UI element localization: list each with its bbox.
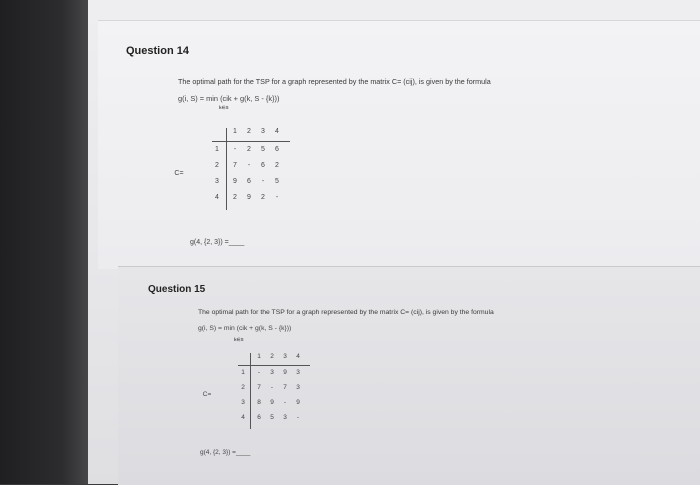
formula: g(i, S) = min (cik + g(k, S - {k})) (178, 94, 280, 103)
formula-subscript: k∈S (234, 337, 244, 342)
matrix-cell: - (296, 414, 300, 421)
matrix-cell: - (233, 146, 237, 153)
col-header: 2 (270, 353, 274, 360)
matrix-cell: 6 (257, 414, 261, 421)
answer-prompt: g(4, {2, 3}) =____ (190, 239, 245, 246)
col-header: 3 (261, 128, 265, 135)
row-header: 3 (241, 399, 245, 406)
matrix-cell: 6 (247, 178, 251, 185)
matrix-cell: 3 (296, 369, 300, 376)
matrix-cell: - (283, 399, 287, 406)
matrix-cell: 2 (261, 194, 265, 201)
matrix-cell: - (275, 194, 279, 201)
matrix-cell: - (257, 369, 261, 376)
row-header: 1 (215, 146, 219, 153)
matrix-cell: 3 (296, 384, 300, 391)
row-header: 3 (215, 178, 219, 185)
answer-prompt: g(4, {2, 3}) =____ (200, 449, 251, 456)
question-15-card (118, 266, 700, 485)
col-header: 3 (283, 353, 287, 360)
question-14-card (98, 20, 700, 269)
row-header: 4 (241, 414, 245, 421)
cost-matrix (172, 128, 292, 216)
matrix-cell: 6 (275, 146, 279, 153)
col-header: 4 (275, 128, 279, 135)
matrix-label: C= (202, 391, 212, 398)
row-header: 1 (241, 369, 245, 376)
row-header: 2 (241, 384, 245, 391)
matrix-cell: 2 (233, 194, 237, 201)
row-header: 4 (215, 194, 219, 201)
matrix-cell: 7 (233, 162, 237, 169)
question-title: Question 15 (148, 284, 206, 295)
matrix-cell: 6 (261, 162, 265, 169)
matrix-cell: 9 (233, 178, 237, 185)
matrix-cell: - (247, 162, 251, 169)
screen-bezel (0, 0, 88, 484)
row-header: 2 (215, 162, 219, 169)
matrix-cell: 9 (247, 194, 251, 201)
matrix-cell: 9 (270, 399, 274, 406)
matrix-cell: 5 (261, 146, 265, 153)
matrix-cell: 7 (257, 384, 261, 391)
question-title: Question 14 (126, 45, 189, 57)
matrix-cell: - (270, 384, 274, 391)
matrix-cell: 5 (275, 178, 279, 185)
matrix-cell: 9 (283, 369, 287, 376)
matrix-cell: 3 (270, 369, 274, 376)
question-prompt: The optimal path for the TSP for a graph represented by the matrix C= (cij), is given by the formula (198, 309, 494, 316)
matrix-cell: 9 (296, 399, 300, 406)
matrix-cell: 3 (283, 414, 287, 421)
matrix-cell: 8 (257, 399, 261, 406)
formula-subscript: k∈S (219, 105, 229, 110)
matrix-cell: 5 (270, 414, 274, 421)
matrix-cell: 2 (275, 162, 279, 169)
matrix-divider (212, 141, 290, 142)
matrix-label: C= (174, 170, 184, 177)
col-header: 2 (247, 128, 251, 135)
matrix-cell: 2 (247, 146, 251, 153)
matrix-divider (238, 365, 310, 366)
matrix-cell: 7 (283, 384, 287, 391)
cost-matrix (200, 353, 310, 433)
col-header: 4 (296, 353, 300, 360)
col-header: 1 (233, 128, 237, 135)
question-prompt: The optimal path for the TSP for a graph represented by the matrix C= (cij), is given by the formula (178, 77, 491, 86)
col-header: 1 (257, 353, 261, 360)
matrix-cell: - (261, 178, 265, 185)
formula: g(i, S) = min (cik + g(k, S - {k})) (198, 325, 292, 332)
